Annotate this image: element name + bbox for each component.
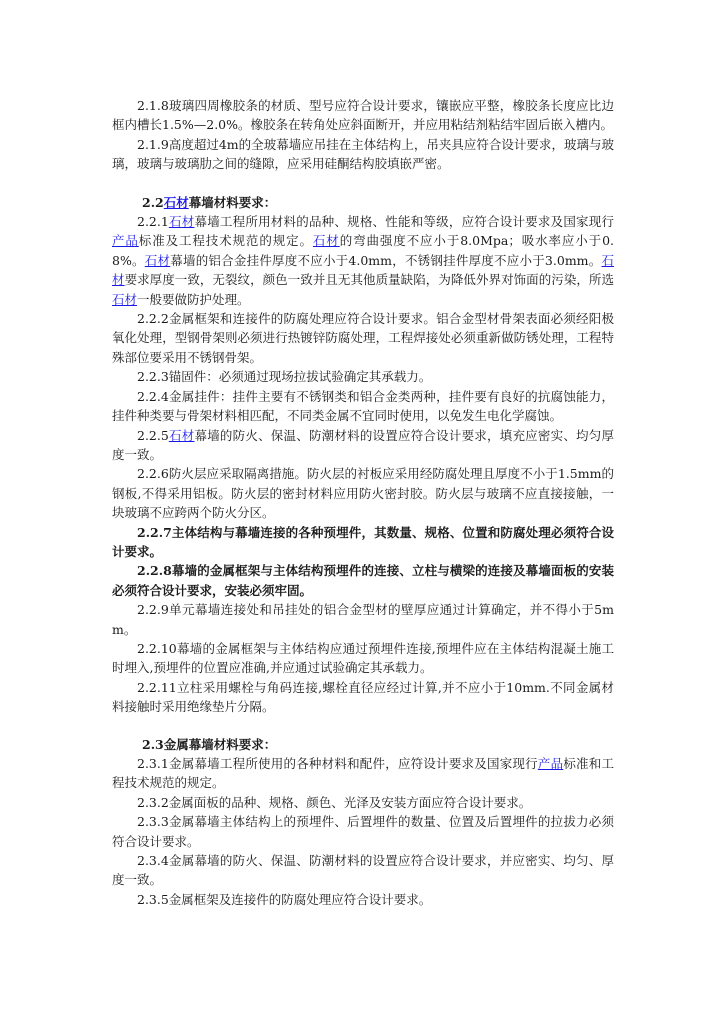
clause-2-2-9: 2.2.9单元幕墙连接处和吊挂处的铝合金型材的壁厚应通过计算确定，并不得小于5mm。 (112, 602, 614, 637)
clause-2-2-10: 2.2.10幕墙的金属框架与主体结构应通过预埋件连接,预埋件应在主体结构混凝土施工时埋入,预埋件的位置应准确,并应通过试验确定其承载力。 (112, 640, 614, 676)
stone-link[interactable]: 石材 (168, 214, 195, 230)
text-run: 2.2.1 (137, 214, 169, 230)
stone-link[interactable]: 石材 (112, 252, 614, 288)
clause-2-2-2: 2.2.2金属框架和连接件的防腐处理应符合设计要求。铝合金型材骨架表面必须经阳极氧化处理，型钢骨架则必须进行热镀锌防腐处理，工程焊接处必须重新做防锈处理，工程特殊部位要采用不锈钢骨架。 (112, 311, 614, 365)
section-title-text: 幕墙材料要求： (188, 194, 277, 210)
text-run: 幕墙工程所用材料的品种、规格、性能和等级，应符合设计要求及国家现行 (194, 214, 614, 230)
clause-2-2-7: 2.2.7主体结构与幕墙连接的各种预埋件，其数量、规格、位置和防腐处理必须符合设计要求。 (112, 524, 614, 559)
clause-2-2-8: 2.2.8幕墙的金属框架与主体结构预埋件的连接、立柱与横梁的连接及幕墙面板的安装必须符合设计要求，安装必须牢固。 (112, 563, 614, 598)
product-link[interactable]: 产品 (537, 756, 564, 771)
clause-2-1-8: 2.1.8玻璃四周橡胶条的材质、型号应符合设计要求，镶嵌应平整，橡胶条长度应比边框内槽长1.5%—2.0%。橡胶条在转角处应斜面断开，并应用粘结剂粘结牢固后嵌入槽内。 (112, 98, 614, 133)
clause-2-3-5: 2.3.5金属框架及连接件的防腐处理应符合设计要求。 (137, 891, 432, 907)
text-run: 幕墙的防火、保温、防潮材料的设置应符合设计要求，填充应密实、均匀厚度一致。 (112, 427, 614, 462)
clause-2-1-9: 2.1.9高度超过4m的全玻幕墙应吊挂在主体结构上，吊夹具应符合设计要求，玻璃与玻璃，玻璃与玻璃肋之间的缝隙，应采用硅酮结构胶填嵌严密。 (112, 136, 614, 172)
text-run: 幕墙的铝合金挂件厚度不应小于4.0mm，不锈钢挂件厚度不应小于3.0mm。 (170, 252, 602, 268)
text-run: 2.3.1金属幕墙工程所使用的各种材料和配件，应符设计要求及国家现行 (137, 756, 538, 771)
text-run: 标准和工程技术规范的规定。 (112, 756, 614, 791)
clause-2-3-3: 2.3.3金属幕墙主体结构上的预埋件、后置埋件的数量、位置及后置埋件的拉拔力必须符合设计要求。 (112, 814, 614, 849)
section-heading-2-2 (112, 193, 614, 212)
clause-2-3-1 (112, 754, 614, 793)
text-run: 一般要做防护处理。 (137, 291, 250, 307)
stone-link[interactable]: 石材 (144, 252, 171, 268)
text-run: 标准及工程技术规范的规定。 (138, 233, 313, 249)
document-body (112, 96, 614, 909)
clause-2-2-11: 2.2.11立柱采用螺栓与角码连接,螺栓直径应经过计算,并不应小于10mm.不同金属材料接触时采用绝缘垫片分隔。 (112, 679, 614, 715)
stone-link[interactable]: 石材 (163, 194, 189, 210)
clause-2-2-6: 2.2.6防火层应采取隔离措施。防火层的衬板应采用经防腐处理且厚度不小于1.5mm的钢板,不得采用铝板。防火层的密封材料应用防火密封胶。防火层与玻璃不应直接接触，一块玻璃不应跨两个防火分区。 (112, 466, 614, 521)
clause-2-3-4: 2.3.4金属幕墙的防火、保温、防潮材料的设置应符合设计要求，并应密实、均匀、厚度一致。 (112, 853, 614, 888)
product-link[interactable]: 产品 (112, 233, 139, 249)
stone-link[interactable]: 石材 (312, 233, 340, 249)
stone-link[interactable]: 石材 (168, 427, 195, 443)
clause-2-2-3: 2.2.3锚固件：必须通过现场拉拔试验确定其承载力。 (137, 369, 432, 385)
clause-2-3-2: 2.3.2金属面板的品种、规格、颜色、光泽及安装方面应符合设计要求。 (137, 794, 532, 810)
clause-2-2-1 (112, 212, 614, 309)
clause-2-2-4: 2.2.4金属挂件：挂件主要有不锈钢类和铝合金类两种，挂件要有良好的抗腐蚀能力，挂件种类要与骨架材料相匹配，不同类金属不宜同时使用，以免发生电化学腐蚀。 (112, 388, 614, 424)
text-run: 要求厚度一致，无裂纹，颜色一致并且无其他质量缺陷，为降低外界对饰面的污染，所选 (124, 272, 614, 288)
text-run: 的弯曲强度不应小于8.0Mpa；吸水率应小于0.8%。 (112, 233, 614, 268)
text-run: 2.2.5 (137, 427, 169, 443)
section-number: 2.2 (142, 194, 164, 210)
stone-link[interactable]: 石材 (112, 291, 138, 307)
section-heading-2-3: 2.3金属幕墙材料要求： (142, 736, 277, 752)
clause-2-2-5 (112, 426, 614, 465)
